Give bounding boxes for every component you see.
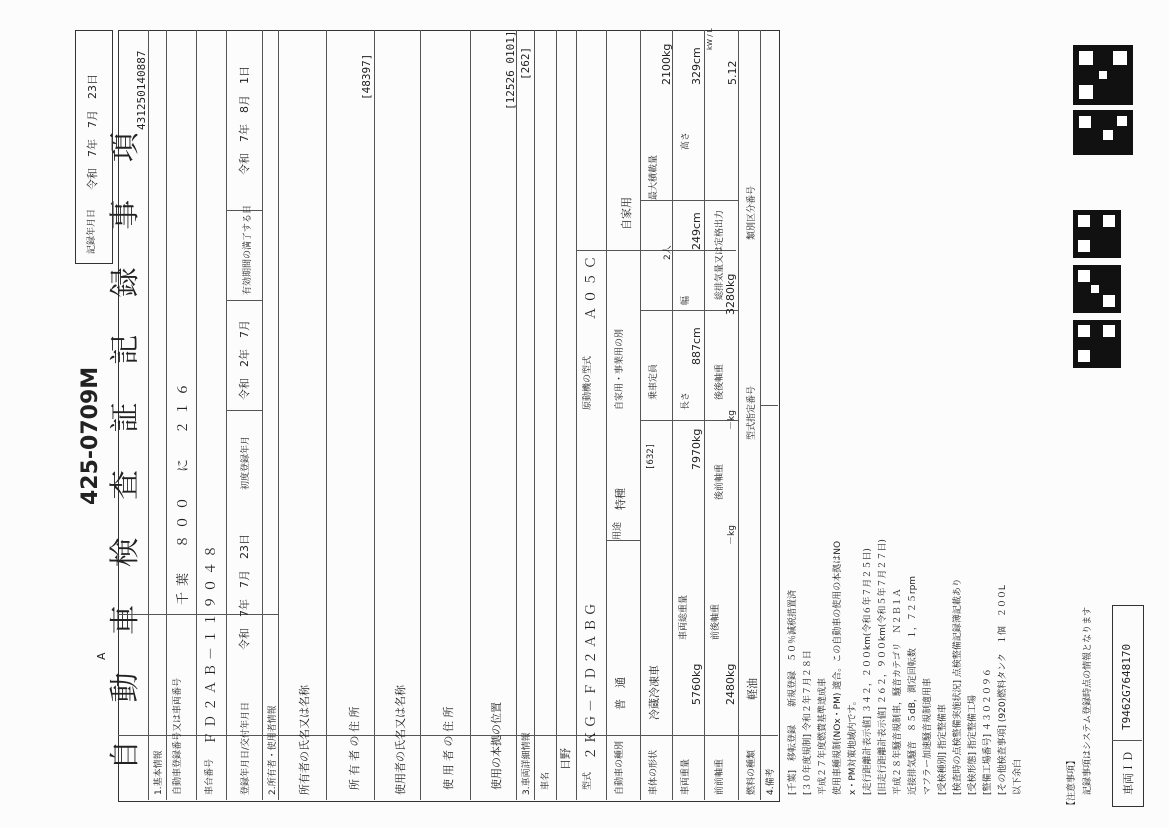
car-id-label: 車両ＩＤ: [1122, 751, 1135, 795]
category-label: 類別区分番号: [747, 185, 757, 240]
gross-label: 車両総重量: [679, 594, 689, 640]
remark-line: [旧走行距離計表示値] ２６２，９００km(令和５年７月２７日): [878, 539, 888, 795]
height-value: 329cm: [690, 47, 703, 85]
car-id-value: T9462G7648170: [1120, 643, 1133, 730]
first-reg-value: 令和 2年 7月: [238, 320, 251, 400]
displacement-label: 総排気量又は定格出力: [715, 209, 725, 300]
col-rule: [278, 30, 279, 800]
business-value: 自家用: [620, 197, 633, 230]
engine-label: 原動機の型式: [583, 355, 593, 410]
remark-line: [３０年度規制] 令和２年７月２８日: [803, 650, 813, 795]
remark-line: x・PM対策地域内です。: [848, 696, 858, 795]
col-rule: [262, 30, 263, 800]
remark-line: [受検形態] 指定整備工場: [968, 695, 978, 795]
chassis-value: ＦＤ２ＡＢ－１１９０４８: [204, 540, 219, 745]
col-rule: [420, 30, 421, 800]
model-label: 型式: [583, 771, 593, 790]
type-designation-label: 型式指定番号: [747, 385, 757, 440]
remark-line: 平成２７年度燃費基準達成車: [818, 677, 828, 795]
car-id-divider: [1112, 740, 1142, 741]
weight-label: 車両重量: [681, 758, 691, 795]
document-title: 自 動 車 検 査 証 記 録 事 項: [108, 118, 143, 770]
model-value: ２ＫＧ－ＦＤ２ＡＢＧ: [584, 599, 599, 760]
use-label: 用途: [613, 521, 623, 540]
row-rule: [760, 405, 778, 406]
make-label: 車名: [541, 771, 551, 790]
col-rule: [470, 30, 471, 800]
col-rule: [326, 30, 327, 800]
section-vehicle: 3.車両詳細情報: [522, 732, 532, 795]
col-rule: [196, 30, 197, 800]
col-rule: [374, 30, 375, 800]
reg-date-value: 令和 7年 7月 23日: [238, 534, 251, 650]
notice-text: 記録事項はシステム登録時点の情報となります: [1083, 606, 1093, 795]
record-date-value: 令和 7年 7月 23日: [86, 74, 99, 190]
fuel-label: 燃料の種類: [747, 749, 757, 795]
remark-line: 近接排気騒音 ８５dB，測定回転数 １，７２５rpm: [908, 575, 918, 795]
reg-no-label: 自動車登録番号又は車両番号: [173, 677, 183, 795]
gross-value: 7970kg: [690, 428, 703, 470]
fr-axle-value: －kg: [727, 525, 737, 545]
rr-axle-value: 3280kg: [724, 273, 737, 315]
chassis-label: 車台番号: [205, 758, 215, 795]
remark-line: [整備工場番号] ４３０２０９６: [983, 668, 993, 795]
col-rule: [556, 30, 557, 800]
col-rule: [704, 30, 705, 800]
col-rule: [166, 30, 167, 800]
col-rule: [606, 30, 607, 800]
remark-line: [走行距離計表示値] ３４２，２００km(令和６年７月２５日): [863, 548, 873, 795]
user-addr-label: 使 用 者 の 住 所: [442, 706, 455, 790]
height-label: 高さ: [681, 131, 691, 150]
remark-line: [千葉] 移転登録 新規登録 ５０％減税措置済: [788, 589, 798, 795]
base-code: [12526 0101]: [504, 30, 517, 110]
col-rule: [760, 30, 761, 800]
weight-value: 5760kg: [690, 663, 703, 705]
first-reg-label: 初度登録年月: [241, 435, 251, 490]
col-rule: [516, 30, 517, 800]
capacity-value: 2人: [663, 245, 673, 260]
row-rule: [606, 540, 640, 541]
section-remarks: 4.備考: [766, 768, 776, 795]
use-value: 特種: [614, 488, 627, 510]
length-label: 長さ: [681, 391, 691, 410]
col-rule: [148, 30, 149, 800]
owner-addr-code: [48397]: [360, 53, 373, 100]
fuel-value: 軽油: [746, 678, 759, 700]
row-rule: [226, 410, 262, 411]
row-rule: [226, 300, 262, 301]
maxload-label: 最大積載量: [649, 154, 659, 200]
maxload-value: 2100kg: [660, 43, 673, 85]
kind-value: 普 通: [614, 677, 627, 710]
qr-code-3: [1073, 210, 1121, 258]
expiry-value: 令和 7年 8月 1日: [238, 66, 251, 175]
displacement-value: 5.12: [726, 60, 739, 85]
body-value: 冷蔵冷凍車: [648, 665, 661, 720]
width-label: 幅: [681, 295, 691, 305]
expiry-label: 有効期間の満了する日: [243, 204, 253, 295]
fr-axle-label: 前後軸重: [711, 603, 721, 640]
remark-line: 平成２８年騒音規制車，騒音カテゴリ Ｎ２Ｂ１Ａ: [893, 588, 903, 795]
rr-axle-label: 後後軸重: [715, 363, 725, 400]
width-value: 249cm: [690, 212, 703, 250]
col-rule: [738, 30, 739, 800]
row-rule: [640, 200, 738, 201]
section-basic: 1.基本情報: [154, 750, 164, 795]
rf-axle-value: －kg: [727, 410, 737, 430]
kind-label: 自動車の種別: [615, 740, 625, 795]
reg-no-value: 千葉 ８００ に ２１６: [176, 376, 191, 605]
qr-code-5: [1073, 320, 1121, 368]
col-rule: [226, 30, 227, 800]
rf-axle-label: 後前軸重: [715, 463, 725, 500]
front-axle-label: 前前軸重: [715, 758, 725, 795]
owner-addr-label: 所 有 者 の 住 所: [348, 706, 361, 790]
owner-name-label: 所有者の氏名又は名称: [298, 685, 311, 795]
body-label: 車体の形状: [649, 749, 659, 795]
remark-line: [受検種別] 指定整備車: [938, 704, 948, 795]
capacity-label: 乗車定員: [649, 363, 659, 400]
col-rule: [672, 30, 673, 800]
vehicle-code: [262]: [519, 46, 532, 80]
make-value: 日野: [559, 748, 572, 770]
remark-line: [その他検査事項] (920)燃料タンク １個 ２００L: [998, 585, 1008, 795]
remark-line: 使用車種規制(NOx・PM) 適合。この自動車の使用の本拠はNO: [833, 540, 843, 795]
section-owner: 2.所有者・使用者情報: [268, 705, 278, 795]
reg-date-label: 登録年月日/交付年月日: [241, 701, 251, 795]
col-rule: [640, 30, 641, 800]
record-date-label: 記録年月日: [87, 208, 97, 254]
col-rule: [534, 30, 535, 800]
remark-line: マフラー加速騒音規制適用車: [923, 677, 933, 795]
col-rule: [576, 30, 577, 800]
body-code: [632]: [646, 442, 656, 470]
notice-label: 【注意事項】: [1067, 755, 1077, 810]
user-name-label: 使用者の氏名又は名称: [394, 685, 407, 795]
qr-code-4: [1073, 265, 1121, 313]
remark-line: 以下余白: [1013, 758, 1023, 795]
qr-code-1: [1073, 45, 1133, 105]
variant-letter: A: [95, 652, 108, 660]
plate-stamp: 425-0709M: [78, 366, 103, 505]
serial-number: 431250140887: [135, 50, 148, 130]
remark-line: [検査時の点検整備実施状況] 点検整備記録簿記載あり: [953, 578, 963, 795]
displacement-unit: kW / L: [706, 28, 714, 50]
business-label: 自家用・事業用の別: [615, 328, 625, 410]
length-value: 887cm: [690, 327, 703, 365]
front-axle-value: 2480kg: [724, 663, 737, 705]
base-label: 使用の本拠の位置: [490, 702, 503, 790]
engine-value: Ａ０５Ｃ: [584, 251, 599, 320]
qr-code-2: [1073, 110, 1133, 155]
row-rule: [118, 614, 278, 615]
